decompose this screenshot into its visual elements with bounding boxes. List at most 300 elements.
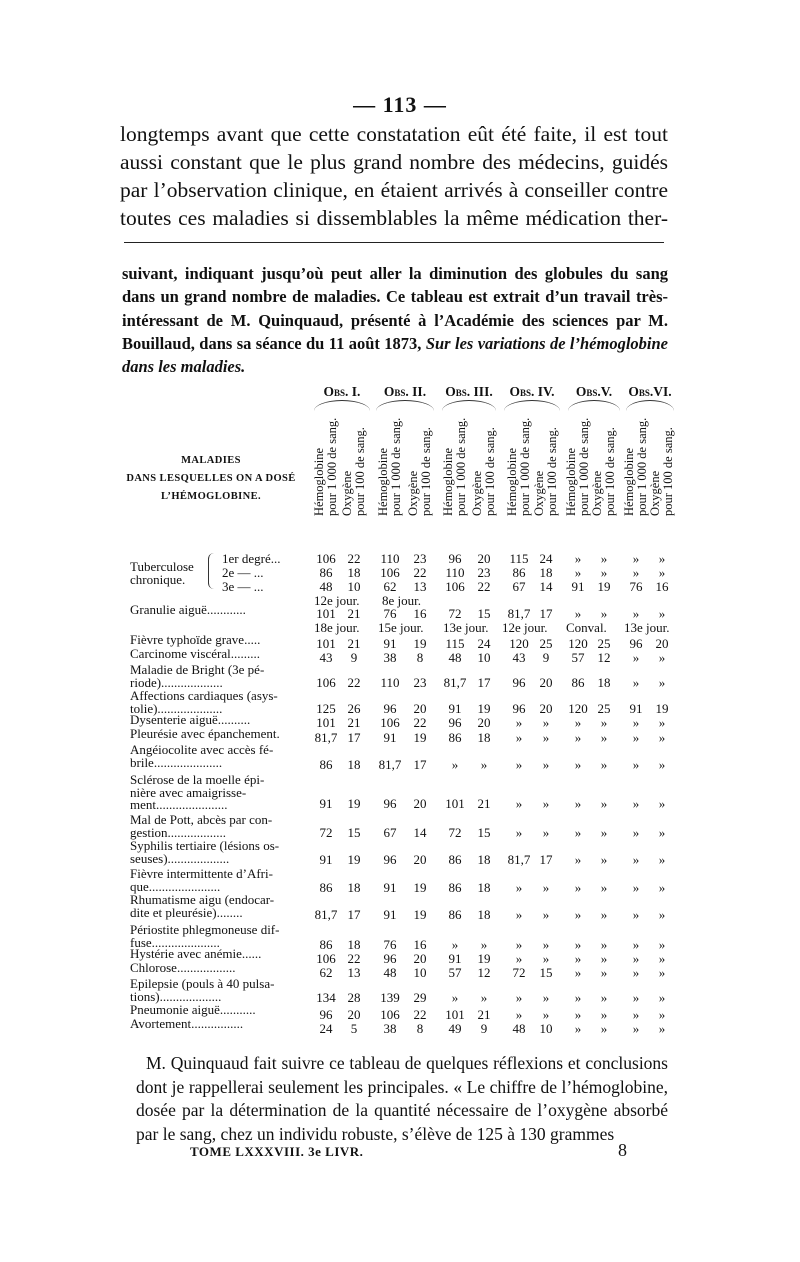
table-cell: » xyxy=(600,907,608,922)
table-cell: » xyxy=(632,757,640,772)
table-cell: 76 xyxy=(629,579,643,594)
table-cell: » xyxy=(600,551,608,566)
table-cell: 22 xyxy=(477,579,491,594)
table-cell: 96 xyxy=(383,951,397,966)
table-cell: 106 xyxy=(316,951,336,966)
table-cell: 10 xyxy=(347,579,361,594)
table-cell: » xyxy=(632,937,640,952)
table-cell: » xyxy=(542,715,550,730)
table-cell: 21 xyxy=(347,606,361,621)
column-header-text: Hémoglobine pour 1 000 de sang. xyxy=(376,417,403,516)
table-cell: 43 xyxy=(512,650,526,665)
table-cell: 17 xyxy=(413,757,427,772)
oxygen-column-header xyxy=(408,418,432,542)
table-cell: » xyxy=(632,551,640,566)
table-cell: » xyxy=(480,937,488,952)
table-cell: » xyxy=(574,852,582,867)
oxygen-column-header xyxy=(650,418,674,542)
column-header-text: Oxygène pour 100 de sang. xyxy=(590,427,617,516)
table-cell: » xyxy=(632,730,640,745)
table-cell: 8 xyxy=(416,650,424,665)
closing-paragraph xyxy=(136,1052,668,1146)
table-cell: 19 xyxy=(655,701,669,716)
table-cell: » xyxy=(574,880,582,895)
table-cell: » xyxy=(658,606,666,621)
table-cell: » xyxy=(658,551,666,566)
table-cell: » xyxy=(600,730,608,745)
table-cell: 18 xyxy=(477,852,491,867)
table-cell: 20 xyxy=(539,675,553,690)
table-cell: 101 xyxy=(445,796,465,811)
hemoglobin-column-header xyxy=(624,418,648,542)
table-cell: » xyxy=(515,825,523,840)
table-cell: 101 xyxy=(316,636,336,651)
table-cell: 19 xyxy=(477,701,491,716)
footnote-divider xyxy=(124,242,664,243)
disease-label: Rhumatisme aigu (endocar- dite et pleurésie)........ xyxy=(130,892,275,920)
table-cell: 91 xyxy=(383,907,397,922)
observation-header: Obs. I. xyxy=(323,384,361,399)
footer-signature: 8 xyxy=(618,1140,627,1160)
table-cell: » xyxy=(542,796,550,811)
table-cell: » xyxy=(542,1007,550,1022)
table-cell: 20 xyxy=(413,951,427,966)
table-cell: » xyxy=(658,852,666,867)
table-cell: » xyxy=(600,965,608,980)
table-cell: » xyxy=(542,951,550,966)
disease-label: Syphilis tertiaire (lésions os- seuses)................... xyxy=(130,838,280,866)
table-cell: 62 xyxy=(383,579,397,594)
table-cell: » xyxy=(632,825,640,840)
table-cell: 19 xyxy=(347,796,361,811)
table-cell: » xyxy=(451,757,459,772)
table-cell: » xyxy=(574,825,582,840)
table-cell: » xyxy=(600,1007,608,1022)
table-cell: 10 xyxy=(477,650,491,665)
table-cell: » xyxy=(574,551,582,566)
table-cell: 19 xyxy=(347,852,361,867)
table-cell: 110 xyxy=(380,551,400,566)
table-cell: 86 xyxy=(512,565,526,580)
table-cell: 86 xyxy=(319,565,333,580)
disease-label: Maladie de Bright (3e pé- riode)................... xyxy=(130,662,265,690)
table-cell: » xyxy=(515,951,523,966)
table-cell: 101 xyxy=(445,1007,465,1022)
oxygen-column-header xyxy=(342,418,366,542)
row-header-line-2: DANS LESQUELLES ON A DOSÉ xyxy=(126,473,296,484)
table-cell: 9 xyxy=(480,1021,488,1036)
table-cell: 106 xyxy=(380,715,400,730)
table-cell: 96 xyxy=(383,852,397,867)
table-cell: » xyxy=(515,907,523,922)
table-cell: 96 xyxy=(629,636,643,651)
table-cell: 106 xyxy=(380,1007,400,1022)
disease-label: Sclérose de la moelle épi- nière avec amaigrisse- ment...................... xyxy=(130,772,265,812)
table-cell: 17 xyxy=(539,606,553,621)
table-cell: » xyxy=(632,965,640,980)
table-cell: 20 xyxy=(347,1007,361,1022)
table-cell: 115 xyxy=(509,551,529,566)
table-cell: 18 xyxy=(347,565,361,580)
table-cell: 18 xyxy=(477,730,491,745)
table-cell: 12 xyxy=(597,650,611,665)
table-cell: » xyxy=(658,990,666,1005)
table-cell: 96 xyxy=(319,1007,333,1022)
table-cell: » xyxy=(632,1007,640,1022)
table-cell: 91 xyxy=(383,880,397,895)
table-cell: » xyxy=(515,880,523,895)
table-cell: 8 xyxy=(416,1021,424,1036)
table-cell: » xyxy=(542,907,550,922)
table-cell: 21 xyxy=(347,715,361,730)
observation-header: Obs. III. xyxy=(445,384,493,399)
table-note: 18e jour. xyxy=(314,620,360,635)
table-cell: 25 xyxy=(597,636,611,651)
table-cell: » xyxy=(574,907,582,922)
table-cell: 91 xyxy=(383,636,397,651)
intro-paragraph: longtemps avant que cette constatation eût été faite, il est tout aussi constant que le plus grand nombre des médecins, guidés par l’observation clinique, en étaient arrivés à conseiller contre toutes ces maladies si dissemblables la même médication ther- xyxy=(120,122,668,230)
table-cell: 81,7 xyxy=(378,757,402,772)
table-cell: » xyxy=(574,606,582,621)
row-header-line-1: MALADIES xyxy=(181,455,241,466)
table-cell: 20 xyxy=(413,796,427,811)
table-cell: 86 xyxy=(319,880,333,895)
table-cell: 91 xyxy=(383,730,397,745)
table-cell: 21 xyxy=(347,636,361,651)
table-cell: 19 xyxy=(413,730,427,745)
table-cell: 81,7 xyxy=(314,907,338,922)
table-cell: » xyxy=(632,796,640,811)
table-cell: » xyxy=(632,907,640,922)
tuberculose-label: Tuberculose chronique. xyxy=(130,559,194,587)
table-cell: 49 xyxy=(448,1021,462,1036)
table-cell: 18 xyxy=(477,880,491,895)
table-cell: » xyxy=(515,990,523,1005)
table-cell: » xyxy=(658,1007,666,1022)
oxygen-column-header xyxy=(592,418,616,542)
table-cell: » xyxy=(574,965,582,980)
table-cell: 17 xyxy=(539,852,553,867)
table-cell: 139 xyxy=(380,990,400,1005)
table-cell: » xyxy=(451,990,459,1005)
table-cell: 48 xyxy=(319,579,333,594)
table-cell: 96 xyxy=(512,701,526,716)
table-cell: 101 xyxy=(316,606,336,621)
table-cell: 22 xyxy=(347,551,361,566)
hemoglobin-column-header xyxy=(314,418,338,542)
table-note: 13e jour. xyxy=(624,620,670,635)
table-cell: 76 xyxy=(383,606,397,621)
table-cell: » xyxy=(632,650,640,665)
table-cell: 134 xyxy=(316,990,336,1005)
table-cell: 14 xyxy=(539,579,553,594)
disease-label: Carcinome viscéral......... xyxy=(130,646,260,661)
table-cell: 101 xyxy=(316,715,336,730)
table-cell: » xyxy=(574,1007,582,1022)
table-cell: 125 xyxy=(316,701,336,716)
table-cell: 19 xyxy=(413,636,427,651)
table-cell: 20 xyxy=(413,701,427,716)
table-cell: 24 xyxy=(477,636,491,651)
table-cell: » xyxy=(632,675,640,690)
table-cell: 19 xyxy=(413,907,427,922)
table-cell: 22 xyxy=(413,1007,427,1022)
table-cell: » xyxy=(600,852,608,867)
table-cell: 120 xyxy=(509,636,529,651)
table-cell: 12 xyxy=(477,965,491,980)
table-cell: 120 xyxy=(568,636,588,651)
table-cell: 76 xyxy=(383,937,397,952)
table-cell: » xyxy=(632,990,640,1005)
table-cell: 48 xyxy=(383,965,397,980)
table-cell: 28 xyxy=(347,990,361,1005)
disease-label: Périostite phlegmoneuse dif- fuse..................... xyxy=(130,922,280,950)
tuberculose-stage: 1er degré... xyxy=(222,551,281,566)
table-cell: » xyxy=(600,715,608,730)
disease-label: Hystérie avec anémie...... xyxy=(130,946,262,961)
table-note: 12e jour. xyxy=(314,593,360,608)
table-cell: » xyxy=(574,796,582,811)
table-cell: 57 xyxy=(448,965,462,980)
table-cell: 10 xyxy=(539,1021,553,1036)
table-cell: » xyxy=(480,990,488,1005)
table-cell: 120 xyxy=(568,701,588,716)
table-cell: 91 xyxy=(319,852,333,867)
table-cell: 57 xyxy=(571,650,585,665)
table-cell: 86 xyxy=(319,757,333,772)
table-cell: 86 xyxy=(448,907,462,922)
observation-header: Obs. II. xyxy=(383,384,427,399)
table-cell: 19 xyxy=(477,951,491,966)
table-cell: 17 xyxy=(477,675,491,690)
table-cell: » xyxy=(658,565,666,580)
hemoglobin-column-header xyxy=(378,418,402,542)
table-cell: 18 xyxy=(597,675,611,690)
table-cell: » xyxy=(658,757,666,772)
table-cell: 67 xyxy=(383,825,397,840)
table-cell: 91 xyxy=(629,701,643,716)
footer-volume: TOME LXXXVIII. 3e LIVR. xyxy=(190,1144,364,1159)
table-cell: » xyxy=(632,880,640,895)
table-cell: 9 xyxy=(350,650,358,665)
disease-label: Chlorose.................. xyxy=(130,960,236,975)
table-cell: 19 xyxy=(413,880,427,895)
table-cell: 86 xyxy=(571,675,585,690)
table-cell: 23 xyxy=(413,675,427,690)
column-header-text: Oxygène pour 100 de sang. xyxy=(340,427,367,516)
table-cell: 96 xyxy=(512,675,526,690)
table-cell: 17 xyxy=(347,730,361,745)
table-cell: » xyxy=(658,796,666,811)
table-note: 15e jour. xyxy=(378,620,424,635)
table-cell: 18 xyxy=(347,880,361,895)
table-cell: 106 xyxy=(316,551,336,566)
disease-label: Avortement................ xyxy=(130,1016,244,1031)
table-cell: 18 xyxy=(347,937,361,952)
table-cell: 21 xyxy=(477,1007,491,1022)
table-cell: 15 xyxy=(477,825,491,840)
table-cell: » xyxy=(632,606,640,621)
disease-label: Fièvre intermittente d’Afri- que...................... xyxy=(130,866,273,894)
table-cell: 81,7 xyxy=(314,730,338,745)
hemoglobin-column-header xyxy=(566,418,590,542)
table-cell: » xyxy=(600,606,608,621)
table-cell: » xyxy=(658,730,666,745)
oxygen-column-header xyxy=(534,418,558,542)
table-cell: » xyxy=(542,757,550,772)
table-cell: 91 xyxy=(448,701,462,716)
table-cell: » xyxy=(542,990,550,1005)
table-cell: 25 xyxy=(597,701,611,716)
disease-label: Epilepsie (pouls à 40 pulsa- tions)................... xyxy=(130,976,275,1004)
table-cell: » xyxy=(658,825,666,840)
tuberculose-stage: 3e — ... xyxy=(222,579,264,594)
table-cell: 96 xyxy=(383,796,397,811)
table-cell: » xyxy=(600,1021,608,1036)
table-cell: 5 xyxy=(350,1021,358,1036)
table-cell: 38 xyxy=(383,650,397,665)
table-note: 8e jour. xyxy=(382,593,421,608)
table-cell: 86 xyxy=(319,937,333,952)
table-cell: » xyxy=(632,1021,640,1036)
column-header-text: Oxygène pour 100 de sang. xyxy=(406,427,433,516)
hemoglobin-column-header xyxy=(507,418,531,542)
table-cell: » xyxy=(600,757,608,772)
oxygen-column-header xyxy=(472,418,496,542)
table-cell: 72 xyxy=(448,606,462,621)
table-cell: 86 xyxy=(448,880,462,895)
table-cell: 13 xyxy=(413,579,427,594)
footnote xyxy=(122,262,668,378)
table-cell: » xyxy=(574,990,582,1005)
table-cell: » xyxy=(515,1007,523,1022)
table-cell: » xyxy=(632,715,640,730)
column-header-text: Hémoglobine pour 1 000 de sang. xyxy=(564,417,591,516)
table-cell: » xyxy=(515,937,523,952)
table-cell: » xyxy=(515,730,523,745)
table-cell: » xyxy=(658,1021,666,1036)
table-cell: 18 xyxy=(347,757,361,772)
table-note: Conval. xyxy=(566,620,607,635)
table-cell: » xyxy=(658,907,666,922)
disease-label: Mal de Pott, abcès par con- gestion.................. xyxy=(130,812,273,840)
table-cell: 10 xyxy=(413,965,427,980)
table-cell: 18 xyxy=(539,565,553,580)
table-cell: » xyxy=(658,951,666,966)
table-cell: 24 xyxy=(539,551,553,566)
table-cell: 48 xyxy=(512,1021,526,1036)
table-cell: 9 xyxy=(542,650,550,665)
disease-label: Pneumonie aiguë........... xyxy=(130,1002,256,1017)
disease-label: Granulie aiguë............ xyxy=(130,602,246,617)
hemoglobin-column-header xyxy=(443,418,467,542)
table-cell: 13 xyxy=(347,965,361,980)
table-cell: 67 xyxy=(512,579,526,594)
table-cell: 20 xyxy=(477,715,491,730)
table-cell: 91 xyxy=(319,796,333,811)
tuberculose-brace xyxy=(208,553,215,589)
table-cell: » xyxy=(574,757,582,772)
table-cell: » xyxy=(600,990,608,1005)
table-cell: » xyxy=(515,757,523,772)
table-cell: 18 xyxy=(477,907,491,922)
column-header-text: Oxygène pour 100 de sang. xyxy=(532,427,559,516)
table-cell: » xyxy=(658,880,666,895)
table-cell: 23 xyxy=(477,565,491,580)
table-cell: » xyxy=(658,937,666,952)
column-header-text: Oxygène pour 100 de sang. xyxy=(470,427,497,516)
page-number: — 113 — xyxy=(353,92,447,117)
table-cell: 86 xyxy=(448,852,462,867)
table-cell: » xyxy=(574,937,582,952)
table-cell: 16 xyxy=(413,606,427,621)
table-cell: 38 xyxy=(383,1021,397,1036)
table-cell: 20 xyxy=(655,636,669,651)
table-cell: 72 xyxy=(319,825,333,840)
table-cell: 22 xyxy=(413,715,427,730)
table-cell: 81,7 xyxy=(507,606,531,621)
table-cell: 16 xyxy=(655,579,669,594)
table-cell: 22 xyxy=(347,951,361,966)
table-cell: » xyxy=(542,825,550,840)
observation-header: Obs.V. xyxy=(575,384,613,399)
table-cell: 16 xyxy=(413,937,427,952)
table-cell: » xyxy=(451,937,459,952)
table-cell: 91 xyxy=(448,951,462,966)
footnote-title: Sur les variations de l’hémoglobine dans les maladies. xyxy=(122,333,669,377)
tuberculose-stage: 2e — ... xyxy=(222,565,264,580)
row-header-line-3: L’HÉMOGLOBINE. xyxy=(160,491,262,502)
table-cell: 20 xyxy=(539,701,553,716)
table-cell: » xyxy=(632,852,640,867)
table-cell: 21 xyxy=(477,796,491,811)
table-row-header xyxy=(118,452,304,506)
table-cell: 25 xyxy=(539,636,553,651)
table-cell: » xyxy=(658,675,666,690)
table-cell: 23 xyxy=(413,551,427,566)
table-cell: 17 xyxy=(347,907,361,922)
table-cell: 22 xyxy=(347,675,361,690)
footnote-text: suivant, indiquant jusqu’où peut aller la diminution des globules du sang dans un grand nombre de maladies. Ce tableau est extrait d’un travail très-intéressant de M. Quinquaud, présenté à l’Académie des sciences par M. Bouillaud, dans sa séance du 11 août 1873, xyxy=(122,264,668,353)
column-header-text: Hémoglobine pour 1 000 de sang. xyxy=(312,417,339,516)
table-cell: » xyxy=(632,951,640,966)
table-cell: 15 xyxy=(347,825,361,840)
column-header-text: Hémoglobine pour 1 000 de sang. xyxy=(441,417,468,516)
disease-label: Affections cardiaques (asys- tolie).................... xyxy=(130,688,278,716)
table-cell: 91 xyxy=(571,579,585,594)
table-cell: 24 xyxy=(319,1021,333,1036)
table-cell: » xyxy=(632,565,640,580)
table-cell: 19 xyxy=(597,579,611,594)
table-cell: 81,7 xyxy=(443,675,467,690)
table-cell: 15 xyxy=(539,965,553,980)
column-header-text: Hémoglobine pour 1 000 de sang. xyxy=(622,417,649,516)
table-cell: 96 xyxy=(448,551,462,566)
table-cell: 110 xyxy=(445,565,465,580)
table-cell: » xyxy=(658,965,666,980)
table-cell: » xyxy=(574,565,582,580)
table-cell: » xyxy=(515,796,523,811)
column-header-text: Oxygène pour 100 de sang. xyxy=(648,427,675,516)
table-cell: 72 xyxy=(512,965,526,980)
observation-header: Obs.VI. xyxy=(628,384,672,399)
table-cell: 62 xyxy=(319,965,333,980)
table-cell: » xyxy=(480,757,488,772)
table-cell: 48 xyxy=(448,650,462,665)
table-cell: 43 xyxy=(319,650,333,665)
table-cell: 81,7 xyxy=(507,852,531,867)
table-cell: » xyxy=(574,951,582,966)
